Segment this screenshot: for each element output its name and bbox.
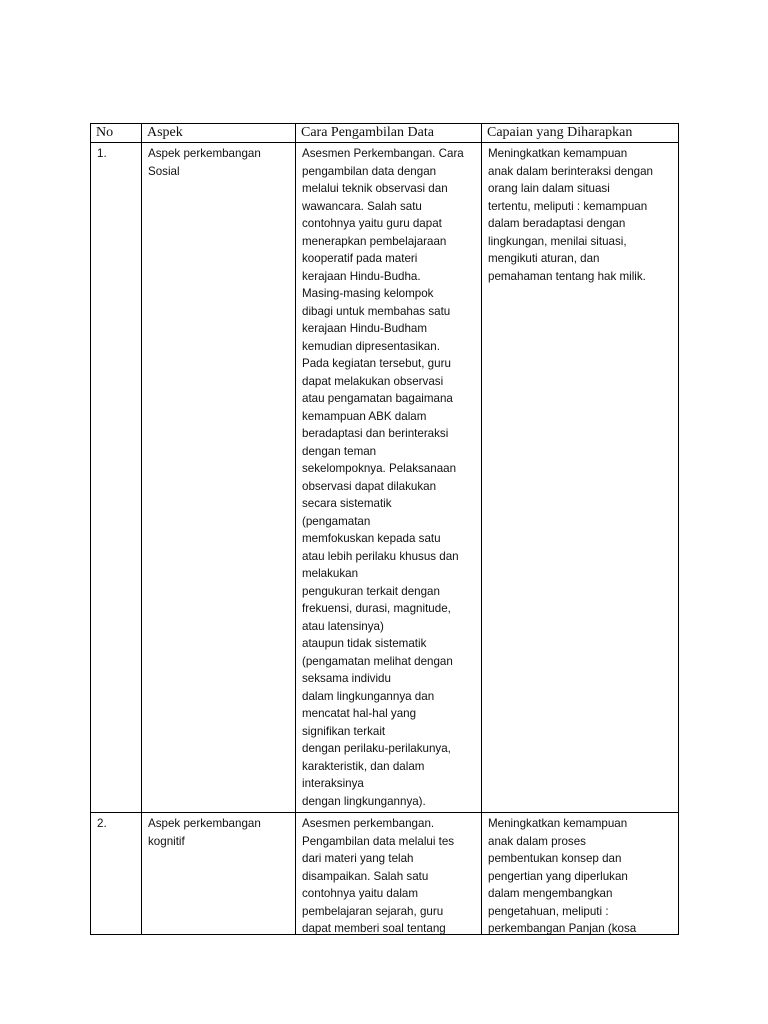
text-line: kerajaan Hindu-Budha. (302, 269, 421, 283)
text-line: Meningkatkan kemampuan (488, 147, 628, 160)
text-line: (pengamatan (302, 514, 371, 528)
text-line: Pada kegiatan tersebut, guru (302, 357, 451, 370)
text-line: contohnya yaitu dalam (302, 887, 419, 900)
cell-aspek (142, 143, 296, 813)
text-line: orang lain dalam situasi (488, 182, 610, 195)
text-line: beradaptasi dan berinteraksi (302, 427, 449, 440)
text-line: atau lebih perilaku khusus dan (302, 549, 459, 563)
text-line: dari materi yang telah (302, 852, 414, 865)
text-line: (pengamatan melihat dengan (302, 654, 453, 668)
table-header-row (91, 124, 679, 143)
text-line: Masing-masing kelompok (302, 287, 434, 300)
text-line: pembentukan konsep dan (488, 852, 622, 865)
text-line: dengan teman (302, 444, 377, 458)
text-line: frekuensi, durasi, magnitude, (302, 602, 451, 615)
text-line: melalui teknik observasi dan (302, 182, 448, 195)
text-line: kemampuan ABK dalam (302, 409, 427, 423)
text-line: atau pengamatan bagaimana (302, 392, 453, 405)
text-line: mencatat hal-hal yang (302, 707, 417, 720)
cell-no: 1. (91, 143, 142, 813)
cell-cara (296, 813, 482, 935)
text-line: pemahaman tentang hak milik. (488, 269, 646, 283)
assessment-table (90, 123, 679, 935)
text-line: dengan perilaku-perilakunya, (302, 742, 451, 755)
header-cara-pengambilan-data: Cara Pengambilan Data (296, 124, 482, 143)
text-line: dalam lingkungannya dan (302, 689, 435, 703)
text-line: pengukuran terkait dengan (302, 584, 440, 598)
text-line: dapat memberi soal tentang (302, 922, 446, 934)
text-line: dalam mengembangkan (488, 887, 613, 900)
text-line: anak dalam proses (488, 834, 586, 848)
cell-no (91, 813, 142, 935)
table-row (91, 143, 679, 813)
text-line: memfokuskan kepada satu (302, 532, 441, 545)
text-line: contohnya yaitu guru dapat (302, 217, 442, 230)
header-capaian-yang-diharapkan: Capaian yang Diharapkan (482, 124, 679, 143)
text-line: Aspek perkembangan (148, 817, 261, 830)
header-aspek: Aspek (142, 124, 296, 143)
text-line: kerajaan Hindu-Budham (302, 322, 428, 335)
text-line: kooperatif pada materi (302, 252, 418, 265)
text-line: sekelompoknya. Pelaksanaan (302, 462, 457, 475)
text-line: dengan lingkungannya). (302, 794, 426, 808)
text-line: observasi dapat dilakukan (302, 479, 437, 493)
cell-no-text: 2. (97, 817, 107, 830)
text-line: disampaikan. Salah satu (302, 869, 429, 883)
cell-capaian (482, 143, 679, 813)
text-line: dapat melakukan observasi (302, 374, 444, 388)
text-line: wawancara. Salah satu (302, 199, 422, 213)
cell-aspek (142, 813, 296, 935)
text-line: perkembangan Panjan (kosa (488, 922, 637, 934)
cell-cara-text (302, 815, 475, 934)
text-line: anak dalam berinteraksi dengan (488, 164, 653, 178)
text-line: Aspek perkembangan (148, 147, 261, 160)
text-line: ataupun tidak sistematik (302, 637, 427, 650)
cell-capaian-text (488, 815, 672, 934)
text-line: menerapkan pembelajaraan (302, 234, 447, 248)
text-line: lingkungan, menilai situasi, (488, 234, 627, 248)
text-line: kognitif (148, 834, 185, 848)
text-line: seksama individu (302, 672, 391, 685)
table-row (91, 813, 679, 935)
cell-capaian (482, 813, 679, 935)
text-line: Meningkatkan kemampuan (488, 817, 628, 830)
text-line: dibagi untuk membahas satu (302, 304, 451, 318)
text-line: pengetahuan, meliputi : (488, 904, 609, 918)
text-line: Pengambilan data melalui tes (302, 834, 455, 848)
text-line: Asesmen Perkembangan. Cara (302, 147, 464, 160)
cell-aspek-text (148, 815, 289, 934)
text-line: pembelajaran sejarah, guru (302, 904, 444, 918)
text-line: mengikuti aturan, dan (488, 252, 600, 265)
text-line: secara sistematik (302, 497, 392, 510)
text-line: melakukan (302, 567, 359, 580)
text-line: karakteristik, dan dalam (302, 759, 425, 773)
text-line: dalam beradaptasi dengan (488, 217, 626, 230)
text-line: Sosial (148, 164, 180, 178)
text-line: signifikan terkait (302, 724, 386, 738)
text-line: pengambilan data dengan (302, 164, 437, 178)
header-no: No (91, 124, 142, 143)
text-line: kemudian dipresentasikan. (302, 339, 440, 353)
cell-cara (296, 143, 482, 813)
text-line: interaksinya (302, 777, 364, 790)
text-line: tertentu, meliputi : kemampuan (488, 199, 648, 213)
text-line: Asesmen perkembangan. (302, 817, 435, 830)
text-line: pengertian yang diperlukan (488, 869, 628, 883)
text-line: atau latensinya) (302, 619, 384, 633)
